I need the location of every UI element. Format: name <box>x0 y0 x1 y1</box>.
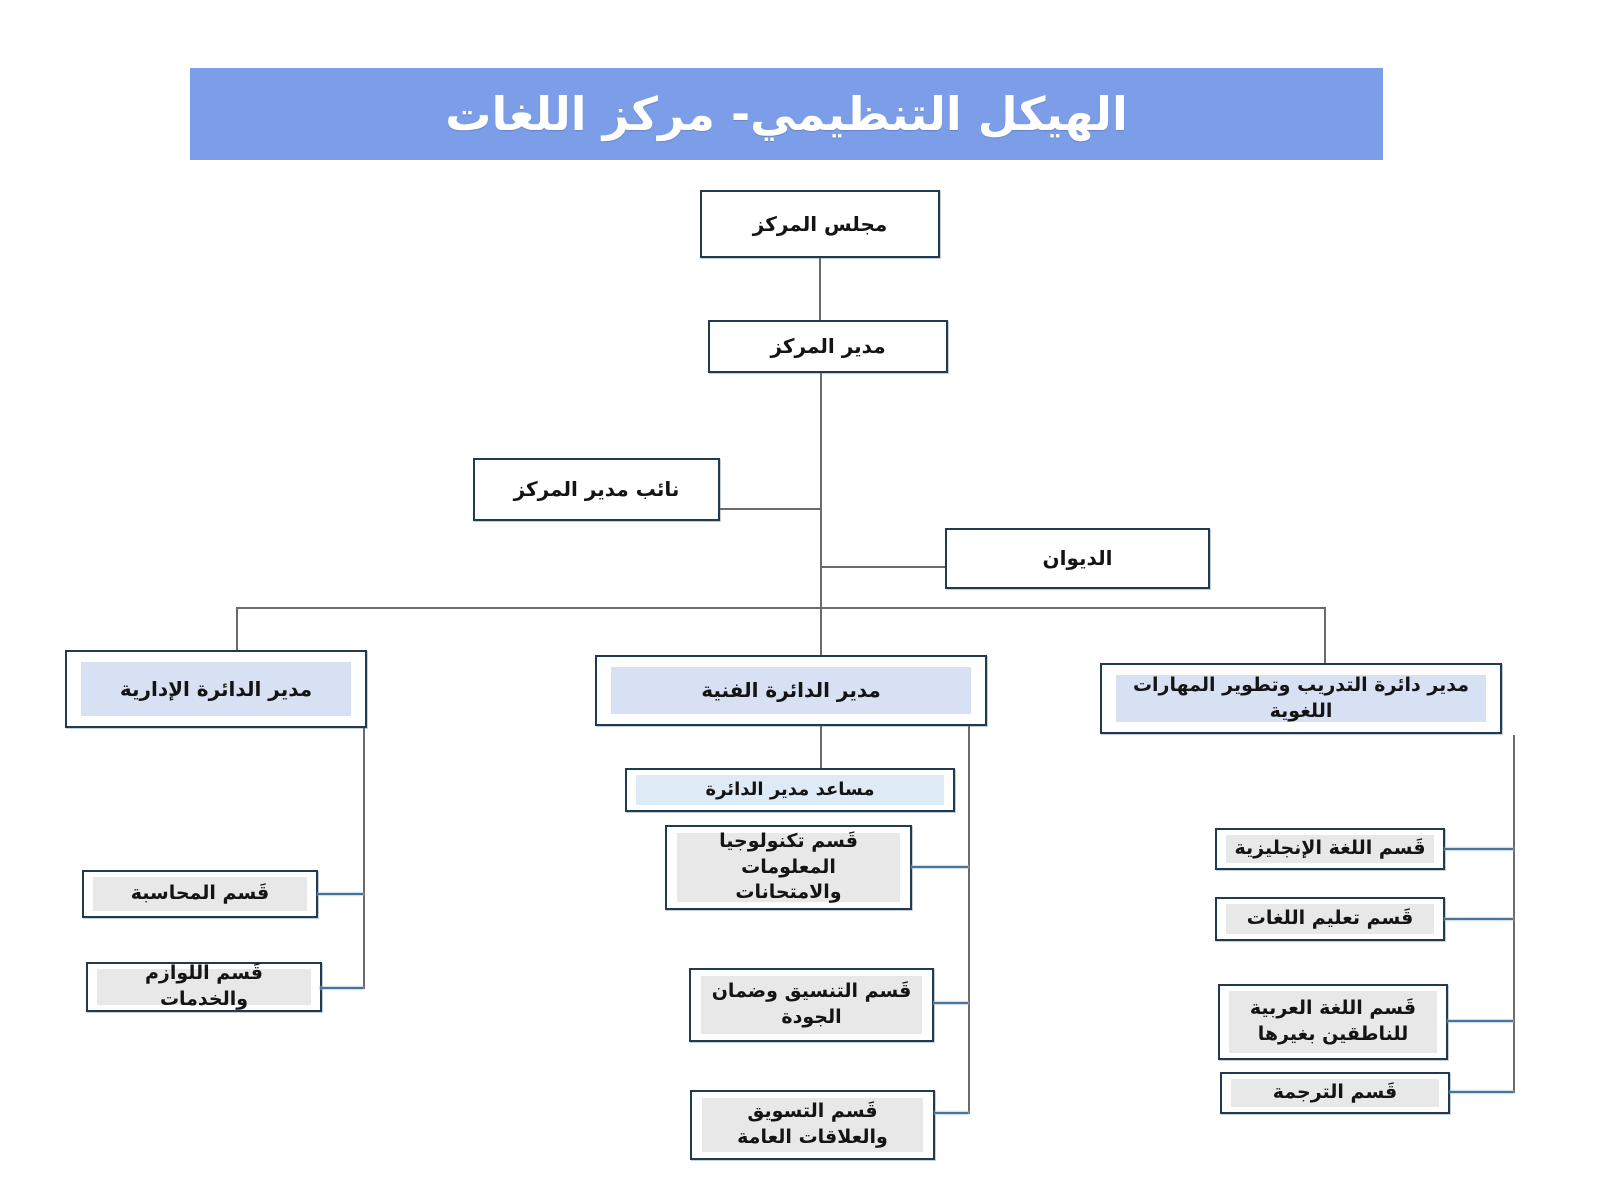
connector-drop-training <box>1324 607 1326 663</box>
node-admin-dept-manager: مدير الدائرة الإدارية <box>65 650 367 728</box>
connector-supplies-stub <box>320 987 363 989</box>
node-translation-section: قَسم الترجمة <box>1220 1072 1450 1114</box>
connector-translation-stub <box>1450 1091 1513 1093</box>
node-marketing-pr-section: قَسم التسويق والعلاقات العامة <box>690 1090 935 1160</box>
node-english-language-section: قَسم اللغة الإنجليزية <box>1215 828 1445 870</box>
connector-marketing-stub <box>935 1112 968 1114</box>
connector-drop-technical <box>820 607 822 655</box>
node-dept-assistant: مساعد مدير الدائرة <box>625 768 955 812</box>
page-title: الهيكل التنظيمي- مركز اللغات <box>445 87 1128 141</box>
connector-it-exams-stub <box>912 866 968 868</box>
node-it-exams-section: قَسم تكنولوجيا المعلومات والامتحانات <box>665 825 912 910</box>
connector-technical-vertical <box>968 726 970 1114</box>
connector-admin-vertical <box>363 728 365 989</box>
connector-deputy-branch <box>720 508 820 510</box>
connector-english-stub <box>1445 848 1513 850</box>
node-supplies-services-section: قَسم اللوازم والخدمات <box>86 962 322 1012</box>
node-training-dept-manager: مدير دائرة التدريب وتطوير المهارات اللغوية <box>1100 663 1502 734</box>
node-center-director: مدير المركز <box>708 320 948 373</box>
connector-accounting-stub <box>318 893 363 895</box>
title-banner <box>190 68 1383 160</box>
connector-coordination-stub <box>934 1002 968 1004</box>
node-center-council: مجلس المركز <box>700 190 940 258</box>
connector-distribution-line <box>237 607 1326 609</box>
connector-drop-admin <box>236 607 238 650</box>
node-technical-dept-manager: مدير الدائرة الفنية <box>595 655 987 726</box>
connector-technical-assistant <box>820 726 822 768</box>
node-arabic-nonnative-section: قَسم اللغة العربية للناطقين بغيرها <box>1218 984 1448 1060</box>
connector-council-director <box>819 258 821 320</box>
node-diwan: الديوان <box>945 528 1210 589</box>
node-language-teaching-section: قَسم تعليم اللغات <box>1215 897 1445 941</box>
node-coordination-quality-section: قَسم التنسيق وضمان الجودة <box>689 968 934 1042</box>
connector-director-trunk <box>820 373 822 608</box>
connector-training-vertical <box>1513 735 1515 1093</box>
node-deputy-director: نائب مدير المركز <box>473 458 720 521</box>
connector-language-teaching-stub <box>1445 918 1513 920</box>
connector-arabic-nonnative-stub <box>1448 1020 1513 1022</box>
connector-diwan-branch <box>821 566 945 568</box>
node-accounting-section: قَسم المحاسبة <box>82 870 318 918</box>
